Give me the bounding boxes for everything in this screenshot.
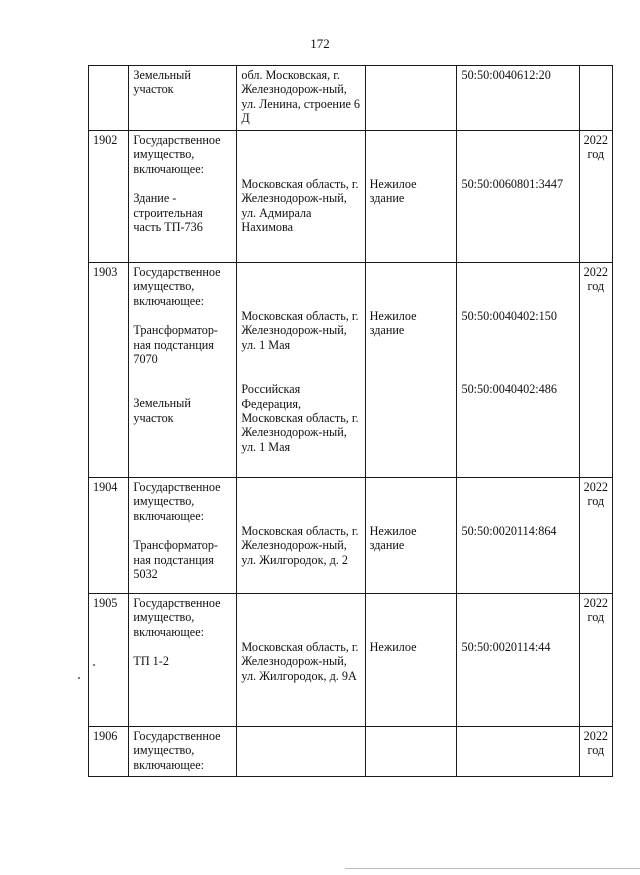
address-cell — [237, 263, 365, 478]
object-type-cell — [365, 727, 457, 777]
object-name: Трансформатор-ная подстанция 5032 — [133, 538, 218, 582]
row-number-cell — [89, 727, 129, 777]
row-number-cell — [89, 263, 129, 478]
table-row — [89, 66, 613, 131]
row-number-cell — [89, 478, 129, 594]
scan-speck — [78, 677, 80, 679]
group-header: Государственное имущество, включающее: — [133, 596, 221, 639]
group-header: Государственное имущество, включающее: — [133, 729, 221, 772]
address-cell — [237, 131, 365, 263]
object-name-cell — [129, 263, 237, 478]
year: 2022 год — [583, 133, 609, 162]
address-cell — [237, 594, 365, 727]
year: 2022 год — [583, 480, 609, 509]
registry-body — [89, 66, 613, 777]
cadastral-number: 50:50:0040402:486 — [461, 382, 557, 397]
group-header: Государственное имущество, включающее: — [133, 480, 221, 523]
table-row — [89, 727, 613, 777]
object-type-cell — [365, 478, 457, 594]
object-type: Нежилое здание — [369, 177, 417, 206]
table-row — [89, 478, 613, 594]
object-name-cell — [129, 594, 237, 727]
cadastral-number: 50:50:0020114:44 — [461, 640, 551, 654]
address-cell — [237, 478, 365, 594]
scan-speck — [93, 664, 95, 666]
object-address: Московская область, г. Железнодорож-ный, ул. Адмирала Нахимова — [241, 177, 359, 235]
object-name-cell — [129, 727, 237, 777]
table-row — [89, 263, 613, 478]
property-registry-table — [88, 65, 613, 777]
year: 2022 год — [583, 265, 609, 294]
object-name-cell — [129, 66, 237, 131]
row-number-cell — [89, 131, 129, 263]
object-type-cell — [365, 263, 457, 478]
object-type: Нежилое здание — [369, 524, 417, 553]
object-address: Российская Федерация, Московская область, г. Железнодорож-ный, ул. 1 Мая — [241, 382, 359, 454]
group-header: Государственное имущество, включающее: — [133, 265, 221, 308]
object-address: Московская область, г. Железнодорож-ный, ул. Жилгородок, д. 2 — [241, 524, 359, 567]
object-name: Земельный участок — [133, 396, 191, 425]
row-number: 1904 — [93, 480, 118, 494]
year-cell — [579, 66, 612, 131]
year-cell — [579, 478, 612, 594]
cadastral-number-cell — [457, 478, 579, 594]
cadastral-number-cell — [457, 263, 579, 478]
cadastral-number: 50:50:0060801:3447 — [461, 177, 564, 191]
object-type-cell — [365, 66, 457, 131]
row-number: 1905 — [93, 596, 118, 610]
address-cell — [237, 66, 365, 131]
cadastral-number: 50:50:0020114:864 — [461, 524, 557, 538]
row-number: 1903 — [93, 265, 118, 279]
year-cell — [579, 727, 612, 777]
year-cell — [579, 131, 612, 263]
object-name: Земельный участок — [133, 68, 191, 97]
scan-edge-line — [345, 868, 640, 869]
page-number: 172 — [310, 36, 330, 51]
cadastral-number-cell — [457, 727, 579, 777]
group-header: Государственное имущество, включающее: — [133, 133, 221, 176]
table-row — [89, 594, 613, 727]
row-number: 1902 — [93, 133, 118, 147]
object-type-cell — [365, 131, 457, 263]
cadastral-number-cell — [457, 594, 579, 727]
cadastral-number-cell — [457, 66, 579, 131]
object-address: Московская область, г. Железнодорож-ный, ул. Жилгородок, д. 9А — [241, 640, 359, 683]
cadastral-number-cell — [457, 131, 579, 263]
object-address: обл. Московская, г. Железнодорож-ный, ул. Ленина, строение 6 Д — [241, 68, 361, 126]
cadastral-number: 50:50:0040402:150 — [461, 309, 557, 323]
object-name: Трансформатор-ная подстанция 7070 — [133, 323, 218, 367]
year: 2022 год — [583, 596, 609, 625]
object-type-cell — [365, 594, 457, 727]
row-number-cell — [89, 594, 129, 727]
address-cell — [237, 727, 365, 777]
object-address: Московская область, г. Железнодорож-ный, ул. 1 Мая — [241, 309, 359, 352]
object-name-cell — [129, 478, 237, 594]
row-number: 1906 — [93, 729, 118, 743]
object-name: ТП 1-2 — [133, 654, 169, 669]
object-name-cell — [129, 131, 237, 263]
object-type: Нежилое здание — [369, 309, 417, 338]
year: 2022 год — [583, 729, 609, 758]
table-row — [89, 131, 613, 263]
object-name: Здание - строительная часть ТП-736 — [133, 191, 203, 235]
row-number-cell — [89, 66, 129, 131]
cadastral-number: 50:50:0040612:20 — [461, 68, 551, 82]
year-cell — [579, 263, 612, 478]
object-type: Нежилое — [369, 640, 417, 654]
year-cell — [579, 594, 612, 727]
